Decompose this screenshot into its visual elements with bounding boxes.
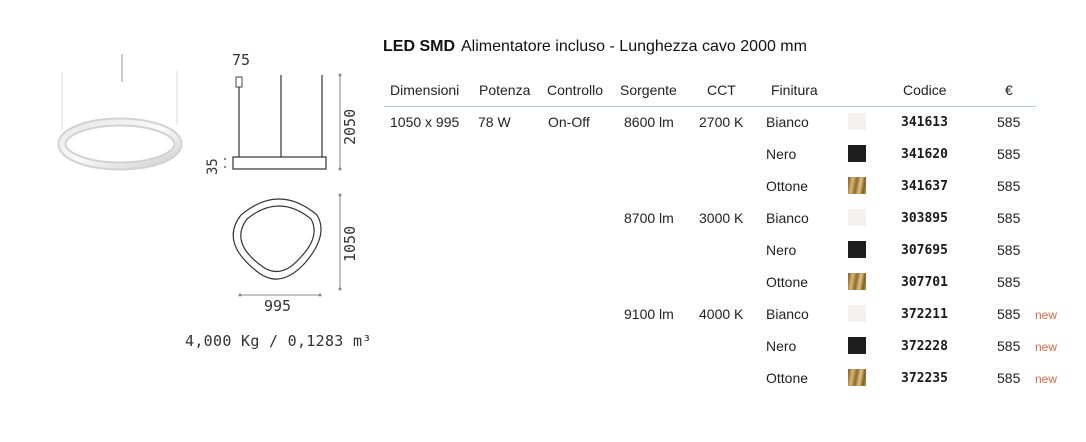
- finish-swatch-ottone: [848, 369, 866, 386]
- header-sorgente: Sorgente: [620, 82, 677, 98]
- cell-codice: 372235: [901, 371, 948, 386]
- cell-controllo: On-Off: [548, 114, 590, 130]
- cell-cct: 2700 K: [699, 114, 744, 130]
- finish-swatch-bianco: [848, 209, 866, 226]
- table-row: [384, 138, 1084, 170]
- table-row: [384, 266, 1084, 298]
- heading-description: Alimentatore incluso - Lunghezza cavo 2000 mm: [461, 38, 807, 55]
- product-photo: [52, 52, 192, 182]
- dimension-top-width-label: 995: [264, 297, 292, 315]
- header-euro: €: [1005, 82, 1013, 98]
- cell-prezzo: 585: [997, 242, 1021, 258]
- new-badge: new: [1035, 372, 1058, 386]
- dimension-thickness-label: 35: [205, 158, 221, 175]
- finish-swatch-bianco: [848, 113, 866, 130]
- cell-codice: 341613: [901, 115, 948, 130]
- table-row: [384, 330, 1084, 362]
- cell-sorgente: 9100 lm: [624, 306, 674, 322]
- cell-prezzo: 585: [997, 210, 1021, 226]
- product-heading: [383, 38, 807, 56]
- dimension-width-label: 75: [232, 51, 251, 69]
- dimension-depth-label: 1050: [341, 225, 359, 262]
- new-badge: new: [1035, 340, 1058, 354]
- cell-finitura: Bianco: [766, 306, 809, 322]
- heading-led-type: LED SMD: [383, 38, 455, 55]
- cell-codice: 372211: [901, 307, 948, 322]
- table-row: [384, 170, 1084, 202]
- weight-volume-text: 4,000 Kg / 0,1283 m³: [185, 332, 372, 350]
- header-controllo: Controllo: [547, 82, 604, 98]
- cell-dimensioni: 1050 x 995: [390, 114, 460, 130]
- cell-prezzo: 585: [997, 306, 1021, 322]
- cell-sorgente: 8600 lm: [624, 114, 674, 130]
- cell-prezzo: 585: [997, 338, 1021, 354]
- finish-swatch-bianco: [848, 305, 866, 322]
- cell-codice: 307701: [901, 275, 948, 290]
- dimension-height-label: 2050: [341, 108, 359, 145]
- cell-finitura: Bianco: [766, 210, 809, 226]
- cell-finitura: Ottone: [766, 274, 809, 290]
- finish-swatch-nero: [848, 145, 866, 162]
- cell-finitura: Ottone: [766, 178, 809, 194]
- table-header: [384, 76, 1036, 107]
- cell-finitura: Bianco: [766, 114, 809, 130]
- cell-codice: 303895: [901, 211, 948, 226]
- cell-potenza: 78 W: [478, 114, 511, 130]
- cell-prezzo: 585: [997, 178, 1021, 194]
- finish-swatch-ottone: [848, 177, 866, 194]
- cell-prezzo: 585: [997, 114, 1021, 130]
- cell-sorgente: 8700 lm: [624, 210, 674, 226]
- table-row: [384, 106, 1084, 138]
- table-row: [384, 202, 1084, 234]
- cell-codice: 341637: [901, 179, 948, 194]
- cell-prezzo: 585: [997, 274, 1021, 290]
- header-potenza: Potenza: [479, 82, 531, 98]
- table-row: [384, 362, 1084, 394]
- cell-cct: 3000 K: [699, 210, 744, 226]
- table-row: [384, 298, 1084, 330]
- cell-finitura: Nero: [766, 146, 797, 162]
- cell-prezzo: 585: [997, 370, 1021, 386]
- cell-cct: 4000 K: [699, 306, 744, 322]
- cell-codice: 341620: [901, 147, 948, 162]
- new-badge: new: [1035, 308, 1058, 322]
- cell-finitura: Nero: [766, 338, 797, 354]
- finish-swatch-nero: [848, 337, 866, 354]
- cell-codice: 372228: [901, 339, 948, 354]
- finish-swatch-nero: [848, 241, 866, 258]
- cell-finitura: Ottone: [766, 370, 809, 386]
- header-dimensioni: Dimensioni: [390, 82, 460, 98]
- cell-prezzo: 585: [997, 146, 1021, 162]
- table-row: [384, 234, 1084, 266]
- cell-codice: 307695: [901, 243, 948, 258]
- cell-finitura: Nero: [766, 242, 797, 258]
- header-codice: Codice: [903, 82, 947, 98]
- header-finitura: Finitura: [771, 82, 818, 98]
- finish-swatch-ottone: [848, 273, 866, 290]
- header-cct: CCT: [707, 82, 736, 98]
